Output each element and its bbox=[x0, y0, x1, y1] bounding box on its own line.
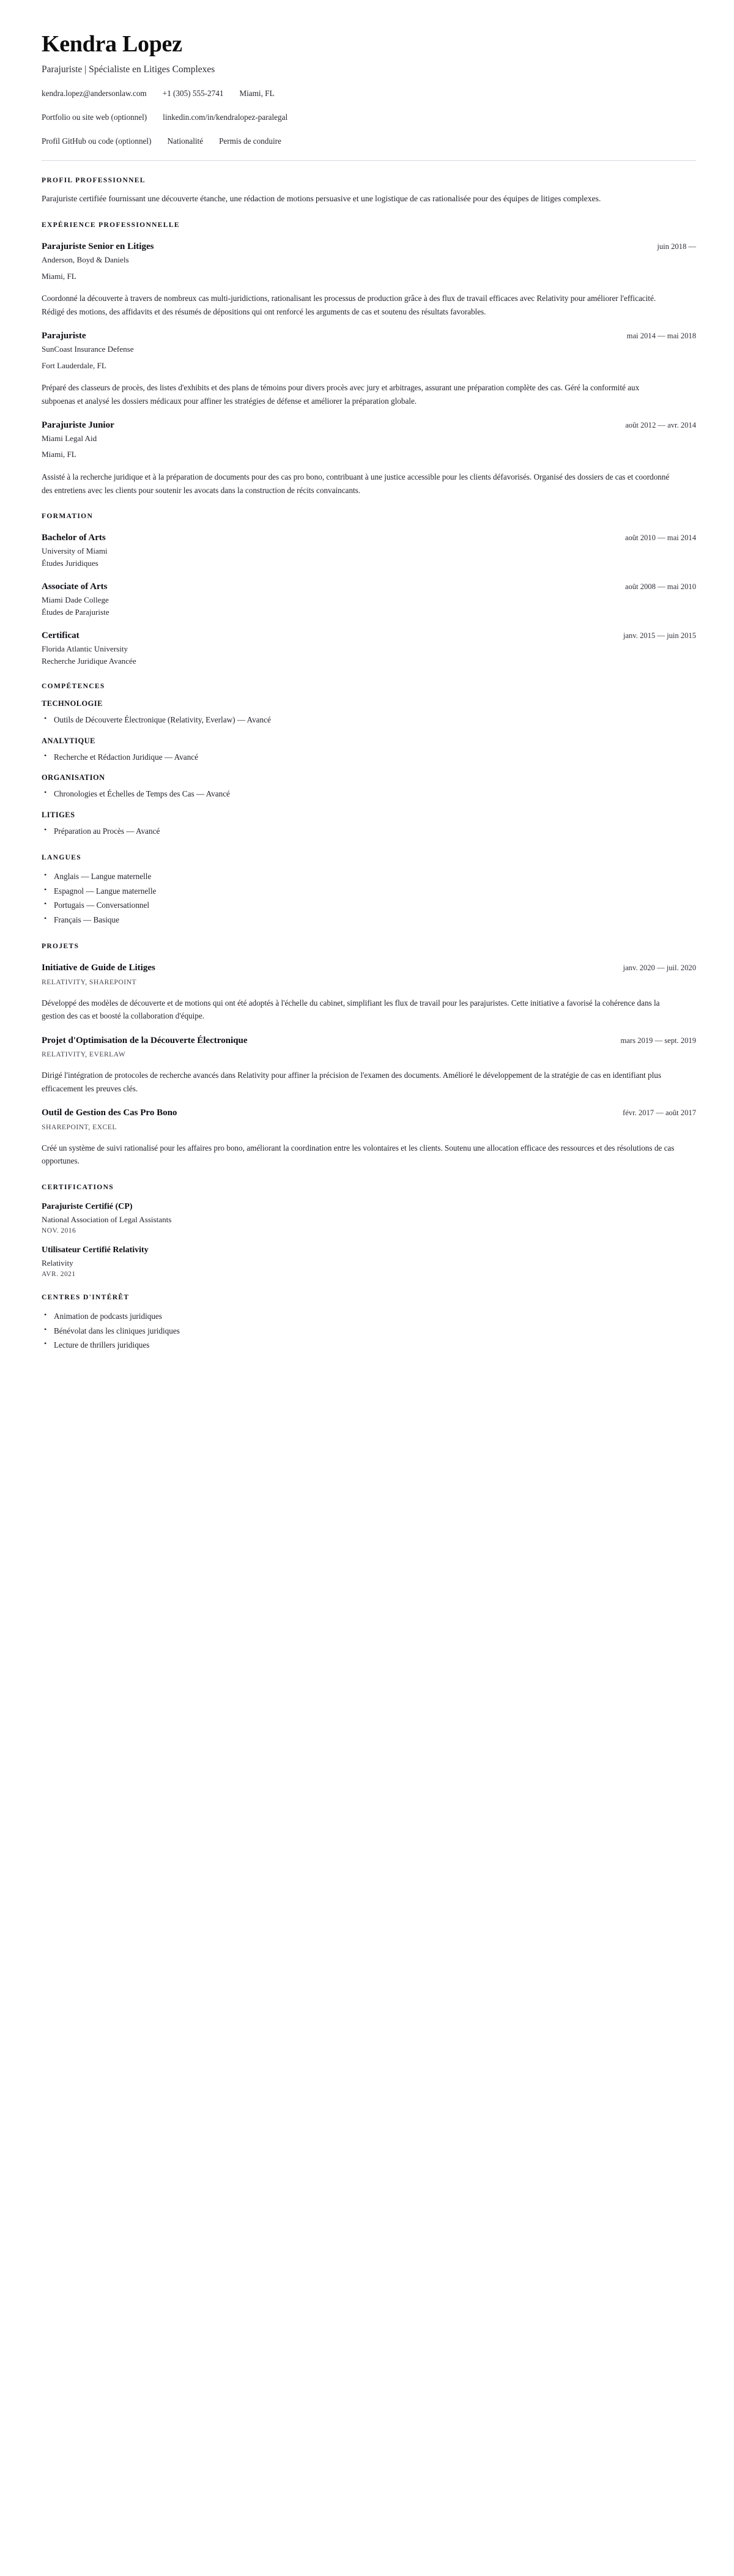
project-description: Dirigé l'intégration de protocoles de recherche avancés dans Relativity pour affiner la précision de l'examen des documents. Amélioré le développement de la stratégie de cas en identifiant plus efficacement les preuves clés. bbox=[42, 1071, 661, 1093]
section-languages bbox=[42, 854, 696, 927]
interests-list bbox=[42, 1309, 696, 1353]
skill-list bbox=[42, 750, 696, 765]
contact-location: Miami, FL bbox=[239, 88, 275, 98]
project-name: Outil de Gestion des Cas Pro Bono bbox=[42, 1108, 177, 1118]
education-degree: Associate of Arts bbox=[42, 581, 108, 592]
project-date: févr. 2017 — août 2017 bbox=[623, 1108, 696, 1118]
education-date: janv. 2015 — juin 2015 bbox=[623, 631, 696, 640]
experience-date: juin 2018 — bbox=[657, 242, 696, 251]
certification-date: NOV. 2016 bbox=[42, 1227, 76, 1234]
section-certifications bbox=[42, 1184, 696, 1278]
language-item: • Anglais — Langue maternelle bbox=[42, 869, 696, 884]
skill-group-analytique bbox=[42, 737, 696, 765]
certification-date: AVR. 2021 bbox=[42, 1271, 76, 1279]
skill-category-label: TECHNOLOGIE bbox=[42, 699, 103, 708]
experience-description: Assisté à la recherche juridique et à la préparation de documents pour des cas pro bono, contribuant à une justice accessible pour les clients défavorisés. Organisé des dossiers de cas et coordonné des entretiens avec les clients pour soutenir les avocats dans la construction de récits convaincants. bbox=[42, 472, 670, 495]
project-entry-head bbox=[42, 962, 696, 974]
section-title-interests: CENTRES D'INTÉRÊT bbox=[42, 1294, 130, 1302]
project-entry bbox=[42, 962, 696, 1023]
education-field: Études Juridiques bbox=[42, 559, 98, 568]
education-date: août 2010 — mai 2014 bbox=[625, 533, 696, 542]
education-school: Miami Dade College bbox=[42, 595, 109, 604]
skill-item: • Préparation au Procès — Avancé bbox=[42, 824, 696, 839]
section-title-projects: PROJETS bbox=[42, 943, 80, 951]
skill-item: • Chronologies et Échelles de Temps des Cas — Avancé bbox=[42, 787, 696, 801]
experience-location: Fort Lauderdale, FL bbox=[42, 360, 106, 370]
section-title-languages: LANGUES bbox=[42, 854, 82, 862]
section-title-skills: COMPÉTENCES bbox=[42, 683, 105, 691]
skill-list bbox=[42, 787, 696, 801]
experience-company: Anderson, Boyd & Daniels bbox=[42, 255, 129, 265]
candidate-name: Kendra Lopez bbox=[42, 31, 182, 57]
contact-linkedin[interactable]: linkedin.com/in/kendralopez-paralegal bbox=[163, 112, 288, 122]
education-degree: Certificat bbox=[42, 631, 80, 641]
skill-list bbox=[42, 713, 696, 727]
experience-entry bbox=[42, 420, 696, 497]
project-date: mars 2019 — sept. 2019 bbox=[620, 1036, 696, 1045]
contact-driving-licence: Permis de conduire bbox=[219, 136, 281, 146]
experience-company: Miami Legal Aid bbox=[42, 433, 97, 443]
skill-group-litiges bbox=[42, 811, 696, 839]
contact-nationality: Nationalité bbox=[167, 136, 204, 146]
experience-location: Miami, FL bbox=[42, 271, 76, 281]
project-tags: RELATIVITY, SHAREPOINT bbox=[42, 978, 137, 986]
section-title-certifications: CERTIFICATIONS bbox=[42, 1183, 114, 1191]
skill-list bbox=[42, 824, 696, 839]
interest-item: • Bénévolat dans les cliniques juridiques bbox=[42, 1324, 696, 1338]
profile-summary: Parajuriste certifiée fournissant une découverte étanche, une rédaction de motions persuasive et une logistique de cas rationalisée pour des équipes de litiges complexes. bbox=[42, 194, 601, 204]
experience-role: Parajuriste Senior en Litiges bbox=[42, 242, 154, 252]
experience-role: Parajuriste Junior bbox=[42, 420, 114, 431]
skill-item: • Recherche et Rédaction Juridique — Avancé bbox=[42, 750, 696, 765]
language-item: • Portugais — Conversationnel bbox=[42, 898, 696, 913]
language-item: • Espagnol — Langue maternelle bbox=[42, 884, 696, 899]
project-description: Développé des modèles de découverte et de motions qui ont été adoptés à l'échelle du cabinet, simplifiant les flux de travail pour les parajuristes. Cette initiative a favorisé la cohérence dans la gestion des cas et boosté la collaboration d'équipe. bbox=[42, 998, 660, 1021]
education-degree: Bachelor of Arts bbox=[42, 532, 106, 543]
skill-category-label: LITIGES bbox=[42, 810, 75, 819]
experience-description: Coordonné la découverte à travers de nombreux cas multi-juridictions, rationalisant les processus de production grâce à des flux de travail efficaces avec Relativity pour améliorer l'efficacité. Rédigé des motions, des affidavits et des résumés de dépositions qui ont renforcé les arguments de cas et soutenu des résultats favorables. bbox=[42, 294, 656, 316]
education-entry bbox=[42, 532, 696, 569]
section-title-experience: EXPÉRIENCE PROFESSIONNELLE bbox=[42, 221, 180, 229]
contact-row-1 bbox=[42, 87, 696, 100]
experience-role: Parajuriste bbox=[42, 331, 86, 341]
project-tags: RELATIVITY, EVERLAW bbox=[42, 1050, 126, 1059]
languages-list bbox=[42, 869, 696, 927]
skill-group-technologie bbox=[42, 699, 696, 727]
experience-entry-head bbox=[42, 241, 696, 253]
project-date: janv. 2020 — juil. 2020 bbox=[623, 963, 696, 973]
experience-entry-head bbox=[42, 420, 696, 431]
skill-item: • Outils de Découverte Électronique (Relativity, Everlaw) — Avancé bbox=[42, 713, 696, 727]
experience-date: mai 2014 — mai 2018 bbox=[626, 332, 696, 341]
language-item: • Français — Basique bbox=[42, 913, 696, 927]
certification-name: Utilisateur Certifié Relativity bbox=[42, 1245, 149, 1255]
experience-entry bbox=[42, 330, 696, 407]
interest-item: • Animation de podcasts juridiques bbox=[42, 1309, 696, 1324]
education-entry-head bbox=[42, 581, 696, 593]
project-entry-head bbox=[42, 1107, 696, 1119]
candidate-headline: Parajuriste | Spécialiste en Litiges Complexes bbox=[42, 64, 215, 75]
education-entry-head bbox=[42, 630, 696, 642]
contact-email[interactable]: kendra.lopez@andersonlaw.com bbox=[42, 88, 147, 98]
resume-header bbox=[42, 32, 696, 161]
interest-item: • Lecture de thrillers juridiques bbox=[42, 1338, 696, 1353]
certification-issuer: Relativity bbox=[42, 1258, 73, 1268]
project-name: Initiative de Guide de Litiges bbox=[42, 963, 155, 973]
section-experience bbox=[42, 221, 696, 497]
header-divider bbox=[42, 160, 696, 161]
section-education bbox=[42, 513, 696, 667]
section-profile bbox=[42, 177, 696, 206]
experience-location: Miami, FL bbox=[42, 450, 76, 459]
project-entry bbox=[42, 1035, 696, 1096]
education-field: Études de Parajuriste bbox=[42, 607, 109, 617]
experience-description: Préparé des classeurs de procès, des listes d'exhibits et des plans de témoins pour divers procès avec jury et arbitrages, assurant une préparation complète des cas. Géré la conformité aux subpoenas et analysé les dossiers médicaux pour affiner les stratégies de défense et améliorer la préparation globale. bbox=[42, 383, 640, 406]
contact-row-3 bbox=[42, 135, 696, 147]
project-name: Projet d'Optimisation de la Découverte Électronique bbox=[42, 1035, 248, 1045]
education-school: University of Miami bbox=[42, 546, 108, 555]
contact-github[interactable]: Profil GitHub ou code (optionnel) bbox=[42, 136, 152, 146]
project-entry bbox=[42, 1107, 696, 1168]
experience-entry bbox=[42, 241, 696, 318]
experience-company: SunCoast Insurance Defense bbox=[42, 344, 134, 354]
experience-date: août 2012 — avr. 2014 bbox=[625, 421, 696, 430]
section-title-profile: PROFIL PROFESSIONNEL bbox=[42, 177, 146, 185]
certification-name: Parajuriste Certifié (CP) bbox=[42, 1201, 133, 1211]
education-date: août 2008 — mai 2010 bbox=[625, 582, 696, 591]
section-interests bbox=[42, 1294, 696, 1353]
experience-entry-head bbox=[42, 330, 696, 342]
education-entry bbox=[42, 581, 696, 618]
project-tags: SHAREPOINT, EXCEL bbox=[42, 1123, 117, 1131]
section-title-education: FORMATION bbox=[42, 512, 94, 520]
skill-category-label: ANALYTIQUE bbox=[42, 736, 95, 745]
certification-entry bbox=[42, 1201, 696, 1234]
contact-row-2 bbox=[42, 111, 696, 124]
certification-issuer: National Association of Legal Assistants bbox=[42, 1214, 172, 1224]
project-description: Créé un système de suivi rationalisé pour les affaires pro bono, améliorant la coordination entre les volontaires et les clients. Soutenu une allocation efficace des ressources et des résolutions de cas opportunes. bbox=[42, 1143, 675, 1166]
section-projects bbox=[42, 943, 696, 1168]
section-skills bbox=[42, 683, 696, 838]
education-entry-head bbox=[42, 532, 696, 544]
education-field: Recherche Juridique Avancée bbox=[42, 656, 136, 666]
project-entry-head bbox=[42, 1035, 696, 1047]
contact-phone[interactable]: +1 (305) 555-2741 bbox=[162, 88, 224, 98]
contact-portfolio[interactable]: Portfolio ou site web (optionnel) bbox=[42, 112, 147, 122]
certification-entry bbox=[42, 1245, 696, 1278]
education-entry bbox=[42, 630, 696, 667]
skill-category-label: ORGANISATION bbox=[42, 773, 105, 782]
skill-group-organisation bbox=[42, 773, 696, 801]
education-school: Florida Atlantic University bbox=[42, 644, 128, 653]
